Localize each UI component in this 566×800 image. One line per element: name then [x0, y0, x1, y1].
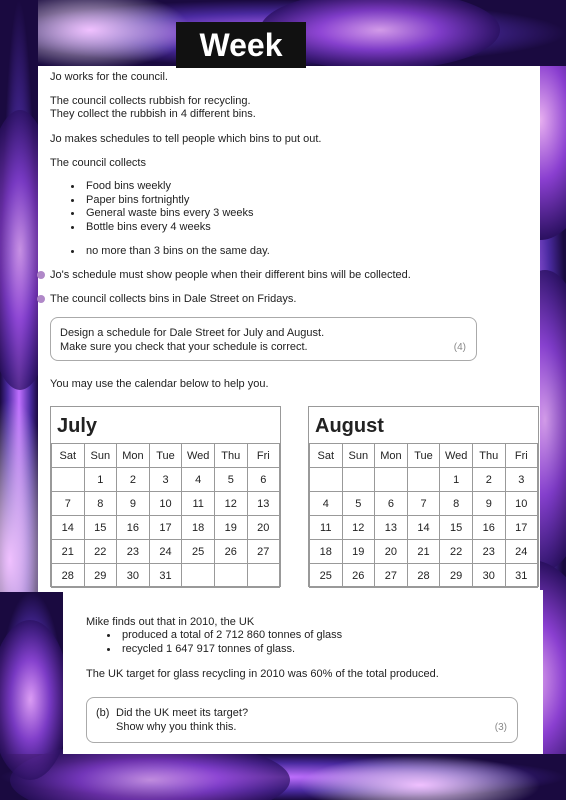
calendar-day-cell: 30 — [117, 564, 150, 588]
list-item: Food bins weekly — [66, 180, 254, 194]
calendar-day-cell: 11 — [182, 492, 215, 516]
calendar-week-row — [52, 564, 280, 588]
question-a-marks: (4) — [453, 342, 466, 353]
question-b-line-1: Did the UK meet its target? — [116, 707, 249, 719]
month-title: August — [315, 415, 384, 437]
calendar-day-cell: 31 — [149, 564, 182, 588]
schedule-requirement-text: Jo's schedule must show people when their different bins will be collected. — [50, 269, 411, 281]
calendar-week-row — [310, 516, 538, 540]
day-header: Tue — [407, 444, 440, 468]
calendar-day-cell: 26 — [342, 564, 375, 588]
calendar-day-cell: 17 — [505, 516, 537, 540]
calendar-day-cell: 13 — [375, 516, 408, 540]
calendar-day-cell: 18 — [182, 516, 215, 540]
day-header: Wed — [440, 444, 473, 468]
list-item: no more than 3 bins on the same day. — [66, 245, 270, 259]
day-header: Sat — [310, 444, 343, 468]
calendar-day-cell: 22 — [84, 540, 117, 564]
month-title: July — [57, 415, 98, 437]
calendar-day-cell: 3 — [149, 468, 182, 492]
calendar-day-cell — [342, 468, 375, 492]
calendar-day-cell — [52, 468, 85, 492]
day-header: Sun — [342, 444, 375, 468]
calendar-day-cell: 14 — [52, 516, 85, 540]
schedule-text: Jo makes schedules to tell people which bins to put out. — [50, 133, 322, 145]
calendar-day-cell: 23 — [117, 540, 150, 564]
list-item: Bottle bins every 4 weeks — [66, 221, 254, 235]
calendar-day-cell: 13 — [247, 492, 279, 516]
calendar-day-cell: 21 — [407, 540, 440, 564]
calendar-day-cell: 3 — [505, 468, 537, 492]
glass-intro-text: Mike finds out that in 2010, the UK — [86, 616, 255, 628]
calendar-day-cell: 15 — [440, 516, 473, 540]
calendar-day-cell: 19 — [215, 516, 248, 540]
calendar-day-cell: 24 — [505, 540, 537, 564]
calendar-day-cell — [182, 564, 215, 588]
question-b-line-2: Show why you think this. — [116, 721, 237, 733]
calendar-week-row — [310, 492, 538, 516]
calendar-day-cell — [310, 468, 343, 492]
bullet-dot-icon — [37, 295, 45, 303]
calendar-day-cell: 24 — [149, 540, 182, 564]
question-a-box — [50, 317, 477, 361]
list-item: Paper bins fortnightly — [66, 194, 254, 208]
calendar-day-cell: 29 — [440, 564, 473, 588]
day-header: Sun — [84, 444, 117, 468]
day-header: Mon — [117, 444, 150, 468]
calendar-day-cell: 26 — [215, 540, 248, 564]
july-calendar — [50, 406, 281, 587]
calendar-day-cell: 11 — [310, 516, 343, 540]
calendar-day-cell: 27 — [375, 564, 408, 588]
calendar-day-cell: 2 — [117, 468, 150, 492]
calendar-day-cell: 23 — [473, 540, 506, 564]
bin-frequency-list — [66, 180, 254, 234]
calendar-day-cell: 28 — [52, 564, 85, 588]
calendar-day-cell: 16 — [117, 516, 150, 540]
calendar-day-cell: 15 — [84, 516, 117, 540]
calendar-day-cell: 29 — [84, 564, 117, 588]
calendar-day-cell: 1 — [440, 468, 473, 492]
calendar-week-row — [52, 492, 280, 516]
calendar-day-cell: 6 — [247, 468, 279, 492]
intro-text: Jo works for the council. — [50, 71, 168, 83]
day-header: Thu — [473, 444, 506, 468]
calendar-day-cell: 4 — [182, 468, 215, 492]
calendar-day-cell: 8 — [440, 492, 473, 516]
calendar-day-cell: 20 — [247, 516, 279, 540]
calendar-day-cell: 28 — [407, 564, 440, 588]
list-item: produced a total of 2 712 860 tonnes of glass — [102, 629, 342, 643]
list-item: recycled 1 647 917 tonnes of glass. — [102, 643, 342, 657]
calendar-day-cell: 14 — [407, 516, 440, 540]
calendar-day-cell: 31 — [505, 564, 537, 588]
calendar-day-cell: 18 — [310, 540, 343, 564]
calendar-day-cell — [375, 468, 408, 492]
calendar-day-cell: 25 — [182, 540, 215, 564]
calendar-day-cell: 9 — [473, 492, 506, 516]
calendar-week-row — [310, 564, 538, 588]
collects-text: The council collects — [50, 157, 146, 169]
calendar-day-cell — [407, 468, 440, 492]
day-header: Wed — [182, 444, 215, 468]
calendar-week-row — [52, 468, 280, 492]
calendar-day-cell: 22 — [440, 540, 473, 564]
recycling-text-1: The council collects rubbish for recycling. — [50, 95, 251, 107]
recycling-text-2: They collect the rubbish in 4 different bins. — [50, 108, 256, 120]
calendar-day-cell: 16 — [473, 516, 506, 540]
question-b-marks: (3) — [494, 722, 507, 733]
calendar-day-cell: 30 — [473, 564, 506, 588]
dale-street-text: The council collects bins in Dale Street on Fridays. — [50, 293, 297, 305]
glass-stats-list — [102, 629, 342, 656]
calendar-day-cell — [247, 564, 279, 588]
calendar-day-cell: 6 — [375, 492, 408, 516]
glass-target-text: The UK target for glass recycling in 2010 was 60% of the total produced. — [86, 668, 439, 680]
calendar-week-row — [310, 468, 538, 492]
page-title: Week — [176, 22, 306, 68]
question-a-line-1: Design a schedule for Dale Street for July and August. — [60, 327, 325, 339]
calendar-grid — [51, 443, 280, 588]
day-header: Sat — [52, 444, 85, 468]
calendar-day-cell: 12 — [215, 492, 248, 516]
list-item: General waste bins every 3 weeks — [66, 207, 254, 221]
calendar-day-cell: 2 — [473, 468, 506, 492]
calendar-day-cell: 17 — [149, 516, 182, 540]
calendar-day-cell: 25 — [310, 564, 343, 588]
calendar-day-cell: 20 — [375, 540, 408, 564]
day-header: Fri — [247, 444, 279, 468]
calendar-day-cell: 9 — [117, 492, 150, 516]
august-calendar — [308, 406, 539, 587]
day-header: Tue — [149, 444, 182, 468]
calendar-day-cell: 1 — [84, 468, 117, 492]
day-header: Fri — [505, 444, 537, 468]
calendar-day-cell: 4 — [310, 492, 343, 516]
calendar-day-cell — [215, 564, 248, 588]
calendar-week-row — [52, 516, 280, 540]
calendar-day-cell: 8 — [84, 492, 117, 516]
day-header: Thu — [215, 444, 248, 468]
bin-limit-list — [66, 245, 270, 259]
calendar-day-cell: 21 — [52, 540, 85, 564]
calendar-day-cell: 5 — [342, 492, 375, 516]
calendar-intro-text: You may use the calendar below to help you. — [50, 378, 269, 390]
calendar-week-row — [52, 540, 280, 564]
calendar-day-cell: 10 — [149, 492, 182, 516]
calendar-grid — [309, 443, 538, 588]
calendar-day-cell: 19 — [342, 540, 375, 564]
question-b-box — [86, 697, 518, 743]
day-header: Mon — [375, 444, 408, 468]
calendar-day-cell: 5 — [215, 468, 248, 492]
calendar-day-cell: 7 — [52, 492, 85, 516]
calendar-day-cell: 12 — [342, 516, 375, 540]
calendar-day-cell: 27 — [247, 540, 279, 564]
question-a-line-2: Make sure you check that your schedule is correct. — [60, 341, 308, 353]
calendar-day-cell: 7 — [407, 492, 440, 516]
calendar-day-cell: 10 — [505, 492, 537, 516]
question-b-label: (b) — [96, 707, 110, 719]
calendar-week-row — [310, 540, 538, 564]
bullet-dot-icon — [37, 271, 45, 279]
